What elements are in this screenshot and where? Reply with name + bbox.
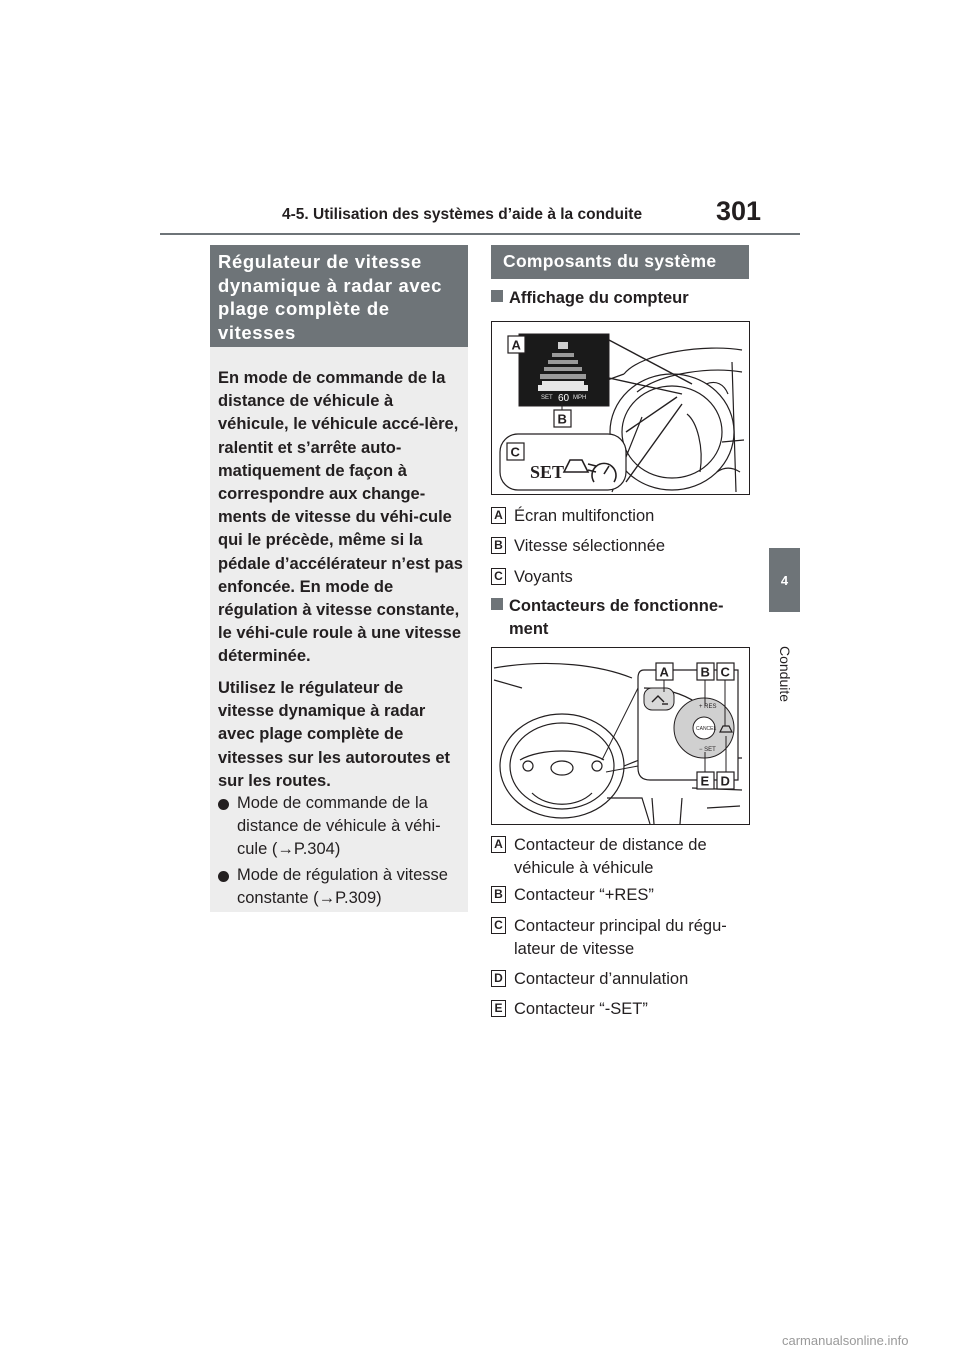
legend-key: A <box>491 836 506 853</box>
callout-label: C <box>720 664 730 680</box>
bullet-dot-icon <box>218 871 229 882</box>
legend-text: Contacteur de distance de véhicule à véhicule <box>514 836 707 877</box>
legend-key: A <box>491 507 506 524</box>
subheading-operation-switches: Contacteurs de fonctionne- ment <box>491 595 751 641</box>
set-text: SET <box>541 395 553 401</box>
legend-item <box>491 535 751 558</box>
set-indicator-icon: SET <box>530 462 565 482</box>
meter-display-figure <box>491 321 750 495</box>
speed-text: 60 <box>558 393 570 404</box>
callout-label: C <box>510 444 520 460</box>
legend-key: B <box>491 537 506 554</box>
callout-label: D <box>720 773 730 789</box>
legend-item <box>491 968 751 991</box>
section-title: 4-5. Utilisation des systèmes d’aide à la conduite <box>282 206 643 223</box>
steering-switches-illustration <box>492 648 749 824</box>
operation-switches-figure <box>491 647 750 825</box>
legend-text: Contacteur d’annulation <box>514 970 689 988</box>
subheading-meter-display: Affichage du compteur <box>491 287 751 310</box>
legend-item <box>491 884 751 907</box>
legend-text: Contacteur “-SET” <box>514 1000 648 1018</box>
set-text: − SET <box>699 747 716 753</box>
meter-display-illustration <box>492 322 749 494</box>
legend-key: E <box>491 1000 506 1017</box>
legend-item <box>491 505 751 528</box>
legend-key: C <box>491 917 506 934</box>
right-heading: Composants du système <box>503 251 717 271</box>
legend-text: Voyants <box>514 568 573 586</box>
page-number: 301 <box>716 196 762 226</box>
header-divider <box>160 233 800 235</box>
callout-label: B <box>557 411 567 427</box>
legend-text: Vitesse sélectionnée <box>514 537 666 555</box>
square-bullet-icon <box>491 598 503 610</box>
legend-item <box>491 834 751 879</box>
left-heading: Régulateur de vitesse dynamique à radar avec plage complète de vitesses <box>218 251 442 343</box>
callout-label: E <box>700 773 710 789</box>
legend-item <box>491 998 751 1021</box>
legend-text: Contacteur “+RES” <box>514 886 654 904</box>
chapter-label: Conduite <box>777 646 793 703</box>
legend-item <box>491 915 751 960</box>
legend-key: C <box>491 568 506 585</box>
intro-paragraph: En mode de commande de la distance de véhicule à véhicule, le véhicule accé-lère, ralentit et s’arrête auto-matiquement de façon à correspondre aux change-ments de vitesse du véhi-cule qui le précède, même si la pédale d’accélérateur n’est pas enfoncée. En mode de régulation à vitesse constante, le véhi-cule roule à une vitesse déterminée. <box>218 369 463 666</box>
legend-text: Contacteur principal du régu-lateur de vitesse <box>514 917 727 958</box>
chapter-number: 4 <box>780 573 789 588</box>
square-bullet-icon <box>491 290 503 302</box>
usage-paragraph: Utilisez le régulateur de vitesse dynamique à radar avec plage complète de vitesses sur les autoroutes et sur les routes. <box>218 679 451 790</box>
cancel-text: CANCEL <box>696 726 717 732</box>
callout-label: A <box>659 664 669 680</box>
legend-key: B <box>491 886 506 903</box>
bullet-item <box>218 792 463 861</box>
legend-key: D <box>491 970 506 987</box>
callout-label: B <box>700 664 710 680</box>
legend-text: Écran multifonction <box>514 507 655 525</box>
watermark: carmanualsonline.info <box>782 1333 909 1348</box>
bullet-item <box>218 864 463 910</box>
bullet-text: Mode de commande de la distance de véhicule à véhi-cule (→P.304) <box>237 794 441 858</box>
bullet-dot-icon <box>218 799 229 810</box>
unit-text: MPH <box>573 395 587 401</box>
bullet-text: Mode de régulation à vitesse constante (→P.309) <box>237 866 448 907</box>
callout-label: A <box>511 337 521 353</box>
legend-item <box>491 566 751 589</box>
res-text: + RES <box>699 704 717 710</box>
